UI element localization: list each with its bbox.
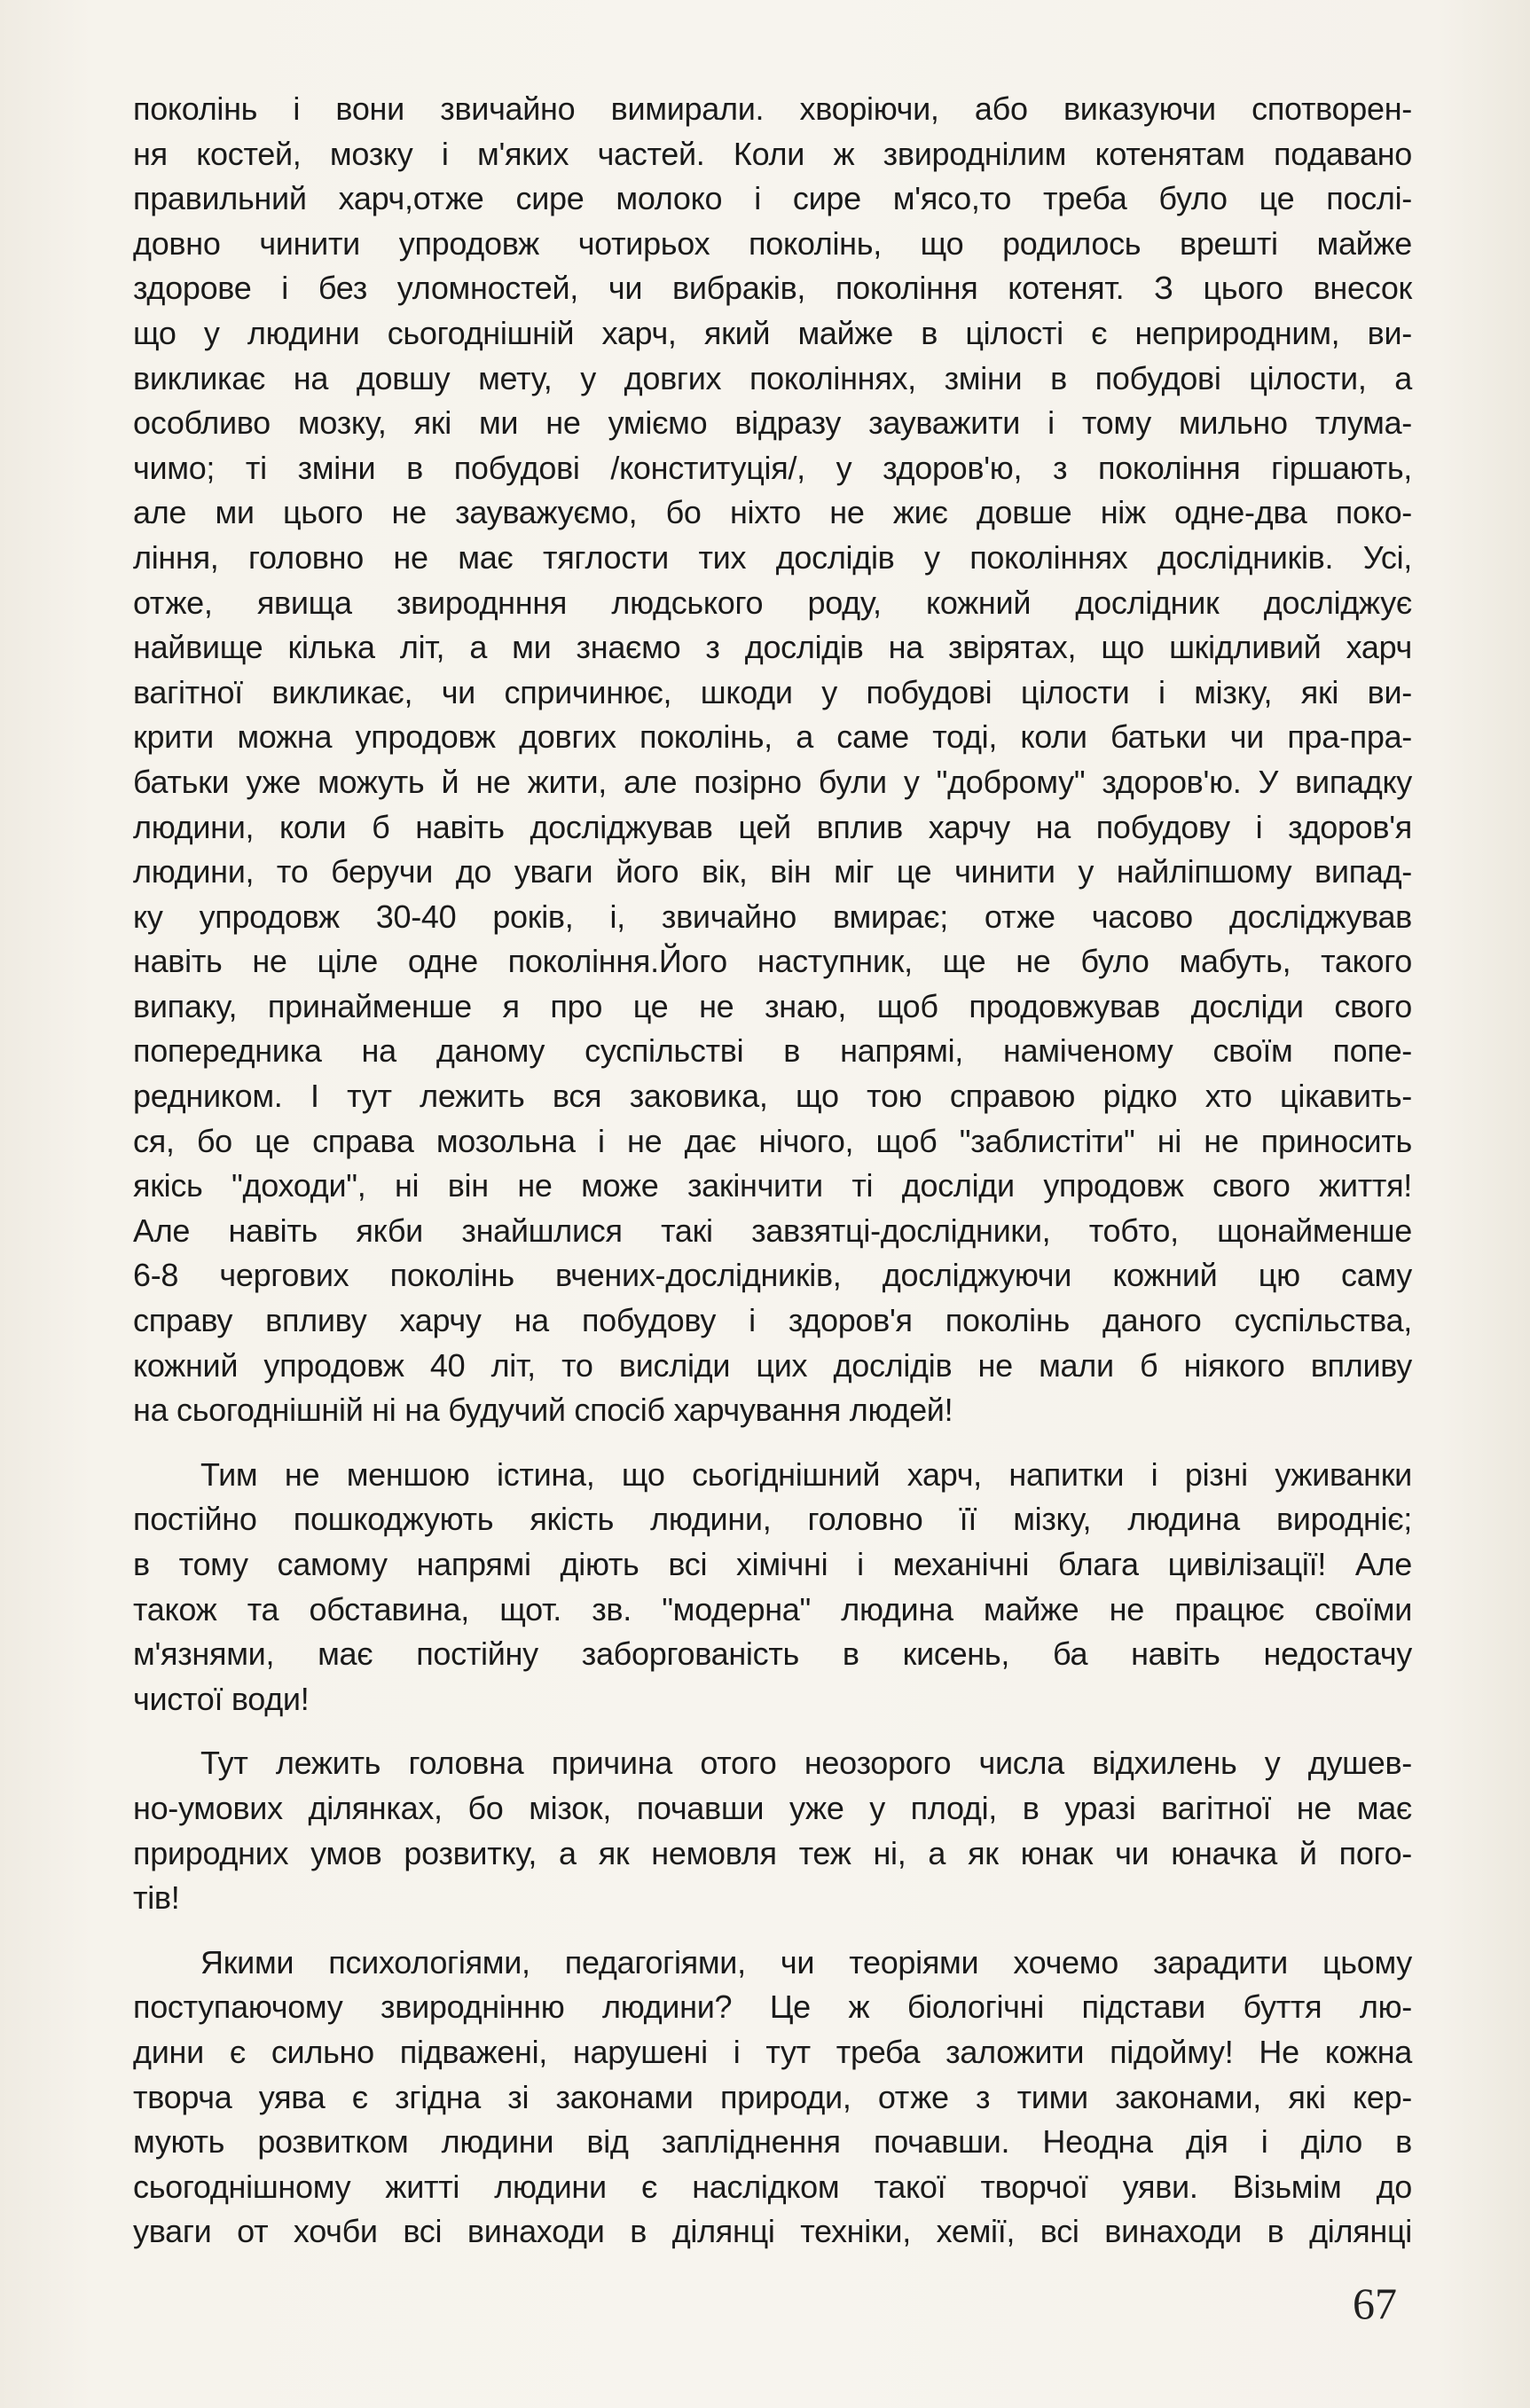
text-line: правильний харч,отже сире молоко і сире м'ясо,то треба було це послі-	[133, 180, 1412, 217]
text-line: Якими психологіями, педагогіями, чи теоріями хочемо зарадити цьому	[200, 1943, 1412, 1981]
text-line: чимо; ті зміни в побудові /конституція/, у здоров'ю, з покоління гіршають,	[133, 449, 1412, 486]
text-line: особливо мозку, які ми не уміємо відразу зауважити і тому мильно тлума-	[133, 404, 1412, 442]
text-line: що у людини сьогоднішній харч, який майже в цілості є неприродним, ви-	[133, 314, 1412, 351]
text-line: в тому самому напрямі діють всі хімічні і механічні блага цивілізації! Але	[133, 1546, 1412, 1582]
text-line: справу впливу харчу на побудову і здоров'я поколінь даного суспільства,	[133, 1302, 1412, 1339]
text-line: але ми цього не зауважуємо, бо ніхто не жиє довше ніж одне-два поко-	[133, 494, 1412, 531]
text-line: найвище кілька літ, а ми знаємо з дослідів на звірятах, що шкідливий харч	[133, 629, 1412, 666]
text-line: чистої води!	[133, 1680, 310, 1717]
text-line: здорове і без уломностей, чи вибраків, покоління котенят. З цього внесок	[133, 270, 1412, 307]
text-line: попередника на даному суспільстві в напрямі, наміченому своїм попе-	[133, 1032, 1412, 1070]
paragraph-4	[133, 1941, 1412, 2255]
page-body-text	[133, 87, 1412, 2255]
text-line: м'язнями, має постійну заборгованість в кисень, ба навіть недостачу	[133, 1635, 1412, 1673]
text-line: людини, коли б навіть досліджував цей вплив харчу на побудову і здоров'я	[133, 808, 1412, 845]
text-line: Тим не меншою істина, що сьогіднішний харч, напитки і різні уживанки	[200, 1455, 1412, 1493]
text-line: ління, головно не має тяглости тих дослідів у поколіннях дослідників. Усі,	[133, 538, 1412, 576]
page-number: 67	[1353, 2279, 1397, 2328]
text-line: людини, то беручи до уваги його вік, він міг це чинити у найліпшому випад-	[133, 853, 1412, 890]
text-line: тів!	[133, 1879, 180, 1917]
text-line: сьогоднішному житті людини є наслідком такої творчої уяви. Візьмім до	[133, 2168, 1412, 2205]
text-line: ку упродовж 30-40 років, і, звичайно вмирає; отже часово досліджував	[133, 898, 1412, 935]
text-line: 6-8 чергових поколінь вчених-дослідників, досліджуючи кожний цю саму	[133, 1257, 1412, 1294]
text-line: мують розвитком людини від запліднення почавши. Неодна дія і діло в	[133, 2123, 1412, 2161]
text-line: випаку, принайменше я про це не знаю, щоб продовжував досліди свого	[133, 987, 1412, 1024]
text-line: поколінь і вони звичайно вимирали. хворіючи, або виказуючи спотворен-	[133, 90, 1412, 127]
text-line: ня костей, мозку і м'яких частей. Коли ж звироднілим котенятам подавано	[133, 135, 1412, 172]
text-line: творча уява є згідна зі законами природи, отже з тими законами, які кер-	[133, 2078, 1412, 2115]
text-line: крити можна упродовж довгих поколінь, а саме тоді, коли батьки чи пра-пра-	[133, 718, 1412, 756]
paragraph-2	[133, 1453, 1412, 1722]
text-line: Тут лежить головна причина отого неозорого числа відхилень у душев-	[200, 1745, 1412, 1782]
paragraph-3	[133, 1741, 1412, 1920]
text-line: природних умов розвитку, а як немовля теж ні, а як юнак чи юначка й пого-	[133, 1834, 1412, 1871]
text-line: вагітної викликає, чи спричинює, шкоди у побудові цілости і мізку, які ви-	[133, 673, 1412, 710]
text-line: Але навіть якби знайшлися такі завзятці-дослідники, тобто, щонайменше	[133, 1212, 1412, 1249]
text-line: отже, явища звироднння людського роду, кожний дослідник досліджує	[133, 584, 1412, 621]
text-line: на сьогоднішній ні на будучий спосіб харчування людей!	[133, 1392, 953, 1429]
text-line: навіть не ціле одне покоління.Його наступник, ще не було мабуть, такого	[133, 943, 1412, 980]
paragraph-1	[133, 87, 1412, 1433]
text-line: якісь "доходи", ні він не може закінчити ті досліди упродовж свого життя!	[133, 1167, 1412, 1204]
text-line: викликає на довшу мету, у довгих поколіннях, зміни в побудові цілости, а	[133, 359, 1412, 396]
text-line: поступаючому звироднінню людини? Це ж біологічні підстави буття лю-	[133, 1988, 1412, 2026]
text-line: також та обставина, щот. зв. "модерна" людина майже не працює своїми	[133, 1590, 1412, 1628]
text-line: но-умових ділянках, бо мізок, почавши уже у плоді, в уразі вагітної не має	[133, 1789, 1412, 1826]
text-line: постійно пошкоджують якість людини, головно її мізку, людина виродніє;	[133, 1501, 1412, 1538]
text-line: довно чинити упродовж чотирьох поколінь, що родилось врешті майже	[133, 224, 1412, 262]
text-line: редником. І тут лежить вся заковика, що тою справою рідко хто цікавить-	[133, 1078, 1412, 1115]
text-line: батьки уже можуть й не жити, але позірно були у "доброму" здоров'ю. У випадку	[133, 763, 1412, 800]
text-line: ся, бо це справа мозольна і не дає нічого, щоб "заблистіти" ні не приносить	[133, 1122, 1412, 1159]
text-line: дини є сильно підважені, нарушені і тут треба заложити підойму! Не кожна	[133, 2033, 1412, 2070]
text-line: кожний упродовж 40 літ, то висліди цих дослідів не мали б ніякого впливу	[133, 1346, 1412, 1384]
text-line: уваги от хочби всі винаходи в ділянці техніки, хемії, всі винаходи в ділянці	[133, 2213, 1412, 2250]
